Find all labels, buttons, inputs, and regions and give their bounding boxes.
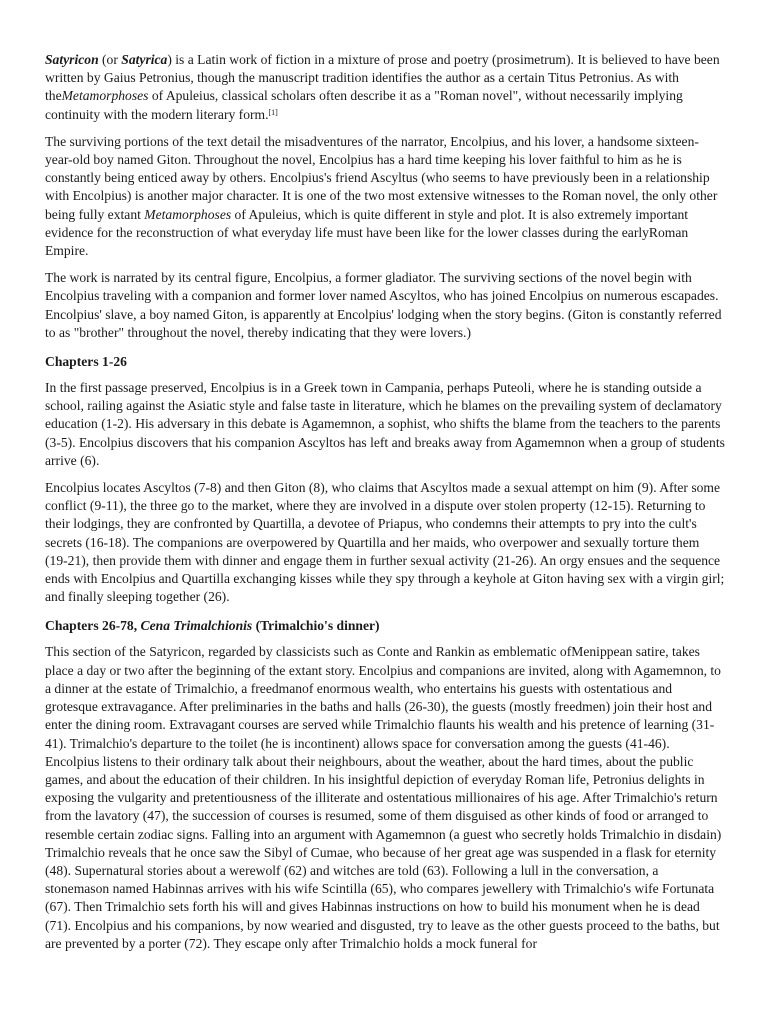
footnote-link[interactable]: [1] xyxy=(268,107,278,117)
document-page xyxy=(45,51,725,962)
intro-text-3: of Apuleius, classical scholars often describe it as a "Roman novel", without necessarily implying continuity with the modern literary form. xyxy=(45,88,683,122)
intro-text-1: (or xyxy=(98,52,122,67)
section-1-paragraph-2: Encolpius locates Ascyltos (7-8) and then Giton (8), who claims that Ascyltos made a sexual attempt on him (9). After some conflict (9-11), the three go to the market, where they are involved in a dispute over stolen property (12-15). Returning to their lodgings, they are confronted by Quartilla, a devotee of Priapus, who condemns their attempts to pry into the cult's secrets (16-18). The companions are overpowered by Quartilla and her maids, who overpower and sexually torture them (19-21), then provide them with dinner and engage them in further sexual activity (21-26). An orgy ensues and the sequence ends with Encolpius and Quartilla exchanging kisses while they spy through a keyhole at Giton having sex with a virgin girl; and finally sleeping together (26). xyxy=(45,480,725,605)
section-2-heading-italic: Cena Trimalchionis xyxy=(140,618,253,634)
work-title-metamorphoses-2: Metamorphoses xyxy=(144,206,232,222)
section-heading-chapters-1-26: Chapters 1-26 xyxy=(45,354,127,370)
section-2-heading-prefix: Chapters 26-78, xyxy=(45,618,141,634)
intro-paragraph xyxy=(45,51,725,124)
section-2-paragraph-1: This section of the Satyricon, regarded by classicists such as Conte and Rankin as emblematic ofMenippean satire, takes place a day or two after the beginning of the extant story. Encolpius and companions are invited, along with Agamemnon, to a dinner at the estate of Trimalchio, a freedmanof enormous wealth, who entertains his guests with ostentatious and grotesque extravagance. After preliminaries in the baths and halls (26-30), the guests (mostly freedmen) join their host and enter the dining room. Extravagant courses are served while Trimalchio flaunts his wealth and his pretence of learning (31-41). Trimalchio's departure to the toilet (he is incontinent) allows space for conversation among the guests (41-46). Encolpius listens to their ordinary talk about their neighbours, about the weather, about the hard times, about the public games, and about the education of their children. In his insightful depiction of everyday Roman life, Petronius delights in exposing the vulgarity and pretentiousness of the illiterate and ostentatious millionaires of his age. After Trimalchio's return from the lavatory (47), the succession of courses is resumed, some of them disguised as other kinds of food or arranged to resemble certain zodiac signs. Falling into an argument with Agamemnon (a guest who secretly holds Trimalchio in disdain) Trimalchio reveals that he once saw the Sibyl of Cumae, who because of her great age was suspended in a flask for eternity (48). Supernatural stories about a werewolf (62) and witches are told (63). Following a lull in the conversation, a stonemason named Habinnas arrives with his wife Scintilla (65), who compares jewellery with Trimalchio's wife Fortunata (67). Then Trimalchio sets forth his will and gives Habinnas instructions on how to build his monument when he is dead (71). Encolpius and his companions, by now wearied and disgusted, try to leave as the other guests proceed to the baths, but are prevented by a porter (72). They escape only after Trimalchio holds a mock funeral for xyxy=(45,644,722,951)
section-2-heading-suffix: (Trimalchio's dinner) xyxy=(252,618,380,634)
paragraph-3: The work is narrated by its central figure, Encolpius, a former gladiator. The surviving sections of the novel begin with Encolpius traveling with a companion and former lover named Ascyltos, who has joined Encolpius on numerous escapades. Encolpius' slave, a boy named Giton, is apparently at Encolpius' lodging when the story begins. (Giton is constantly referred to as "brother" throughout the novel, thereby indicating that they were lovers.) xyxy=(45,270,722,340)
intro-text-2: ) is a Latin work of fiction in a mixture of prose and poetry (prosimetrum). It is believed to have been written by Gaius Petronius, though the manuscript tradition identifies the author as a certain Titus Petronius. As with the xyxy=(45,52,720,104)
section-1-paragraph-1: In the first passage preserved, Encolpius is in a Greek town in Campania, perhaps Puteoli, where he is standing outside a school, railing against the Asiatic style and false taste in literature, which he blames on the prevailing system of declamatory education (1-2). His adversary in this debate is Agamemnon, a sophist, who shifts the blame from the teachers to the parents (3-5). Encolpius discovers that his companion Ascyltos has left and breaks away from Agamemnon when a group of students arrive (6). xyxy=(45,380,725,468)
title-satyrica: Satyrica xyxy=(121,52,168,67)
work-title-metamorphoses: Metamorphoses xyxy=(61,88,149,104)
paragraph-2-text-1: The surviving portions of the text detail the misadventures of the narrator, Encolpius, and his lover, a handsome sixteen-year-old boy named Giton. Throughout the novel, Encolpius has a hard time keeping his lover faithful to him as he is constantly being enticed away by others. Encolpius's friend Ascyltus (who seems to have previously been in a relationship with Encolpius) is another major character. It is one of the two most extensive witnesses to the Roman novel, the only other being fully extant xyxy=(45,133,718,222)
paragraph-2 xyxy=(45,133,725,260)
title-satyricon: Satyricon xyxy=(45,52,99,67)
section-heading-chapters-26-78 xyxy=(45,617,725,635)
paragraph-2-text-2: of Apuleius, which is quite different in style and plot. It is also extremely important evidence for the reconstruction of what everyday life must have been like for the lower classes during the earlyRoman Empire. xyxy=(45,206,689,259)
